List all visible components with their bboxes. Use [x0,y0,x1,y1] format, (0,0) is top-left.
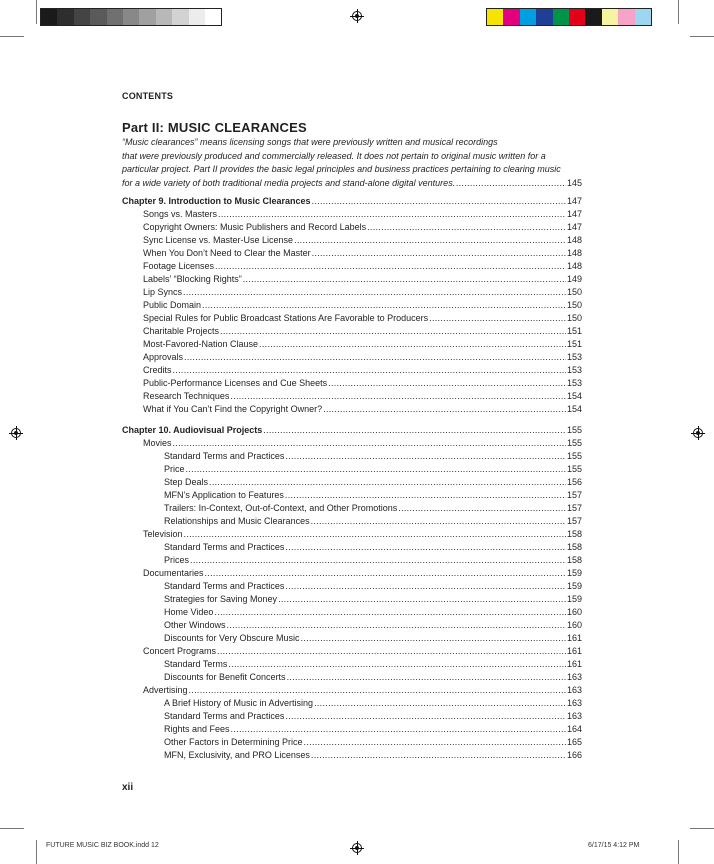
toc-entry[interactable] [122,671,582,684]
dot-leader [278,593,566,606]
toc-entry-title: Standard Terms and Practices [164,542,285,552]
toc-entry[interactable] [122,338,582,351]
dot-leader [189,684,566,697]
toc-entry-page: 153 [566,378,582,388]
dot-leader [173,437,566,450]
gray-swatch [41,9,57,25]
chapter-heading[interactable] [122,424,582,437]
dot-leader [217,645,566,658]
crop-mark-bottom-right-h [690,828,714,829]
toc-entry[interactable] [122,286,582,299]
toc-entry-title: Most-Favored-Nation Clause [143,339,259,349]
chapter-heading[interactable] [122,195,582,208]
intro-line-with-page [122,177,582,191]
toc-entry-title: Standard Terms [164,659,228,669]
toc-entry-page: 161 [566,659,582,669]
toc-entry[interactable] [122,377,582,390]
dot-leader [285,489,566,502]
crop-mark-top-left-h [0,36,24,37]
gray-swatch [172,9,188,25]
toc-entry-title: Step Deals [164,477,209,487]
chapter-10-toc [122,424,582,762]
toc-entry-page: 153 [566,352,582,362]
toc-entry-title: Charitable Projects [143,326,220,336]
toc-entry[interactable] [122,247,582,260]
toc-entry[interactable] [122,364,582,377]
toc-entry[interactable] [122,515,582,528]
toc-entry-page: 159 [566,568,582,578]
dot-leader [230,390,566,403]
toc-entry-title: When You Don’t Need to Clear the Master [143,248,311,258]
toc-entry[interactable] [122,528,582,541]
toc-entry-page: 160 [566,607,582,617]
toc-entry[interactable] [122,221,582,234]
slug-timestamp: 6/17/15 4:12 PM [588,842,640,849]
toc-entry-title: Research Techniques [143,391,230,401]
toc-entry[interactable] [122,749,582,762]
folio-page-number: xii [122,782,134,793]
toc-entry[interactable] [122,502,582,515]
gray-swatch [107,9,123,25]
dot-leader [314,697,566,710]
dot-leader [285,541,566,554]
intro-line: that were previously produced and commercially released. It does not pertain to original music written for a [122,150,546,161]
toc-entry-page: 148 [566,235,582,245]
toc-entry-page: 154 [566,404,582,414]
toc-entry[interactable] [122,541,582,554]
toc-entry[interactable] [122,299,582,312]
toc-entry-page: 151 [566,326,582,336]
toc-entry-page: 159 [566,581,582,591]
toc-entry-page: 153 [566,365,582,375]
toc-entry-title: Other Windows [164,620,226,630]
toc-entry-title: Standard Terms and Practices [164,711,285,721]
toc-entry[interactable] [122,710,582,723]
toc-entry-page: 156 [566,477,582,487]
toc-entry-page: 163 [566,685,582,695]
toc-entry-page: 150 [566,313,582,323]
color-swatch [553,9,569,25]
dot-leader [209,476,566,489]
dot-leader [456,177,566,191]
toc-entry-title: Approvals [143,352,184,362]
toc-entry[interactable] [122,567,582,580]
dot-leader [228,658,566,671]
chapter-title: Chapter 10. Audiovisual Projects [122,425,263,435]
toc-entry-page: 166 [566,750,582,760]
toc-entry-title: Discounts for Very Obscure Music [164,633,300,643]
dot-leader [323,403,566,416]
toc-entry-title: Standard Terms and Practices [164,581,285,591]
toc-entry-title: Relationships and Music Clearances [164,516,310,526]
dot-leader [173,364,566,377]
toc-entry[interactable] [122,403,582,416]
toc-entry-title: Other Factors in Determining Price [164,737,303,747]
toc-entry-title: Copyright Owners: Music Publishers and Record Labels [143,222,367,232]
chapter-page: 147 [566,196,582,206]
toc-entry[interactable] [122,312,582,325]
toc-entry-page: 163 [566,698,582,708]
gray-swatch [57,9,73,25]
dot-leader [429,312,566,325]
gray-swatch [205,9,221,25]
toc-entry-page: 160 [566,620,582,630]
registration-mark-top-icon [350,9,364,23]
toc-entry-page: 151 [566,339,582,349]
toc-entry-page: 163 [566,711,582,721]
toc-entry-title: Labels’ “Blocking Rights” [143,274,242,284]
dot-leader [227,619,566,632]
toc-entry[interactable] [122,697,582,710]
chapter-title: Chapter 9. Introduction to Music Clearances [122,196,311,206]
toc-entry-page: 158 [566,555,582,565]
toc-entry-page: 159 [566,594,582,604]
toc-entry-page: 163 [566,672,582,682]
chapter-page: 155 [566,425,582,435]
dot-leader [186,463,566,476]
registration-mark-bottom-icon [350,841,364,855]
dot-leader [220,325,566,338]
toc-entry-title: Advertising [143,685,188,695]
chapter-9-entries [122,208,582,416]
crop-mark-bottom-left-v [36,840,37,864]
toc-entry-page: 150 [566,300,582,310]
toc-entry-title: What if You Can’t Find the Copyright Owner? [143,404,323,414]
dot-leader [183,286,566,299]
toc-entry-title: Discounts for Benefit Concerts [164,672,286,682]
toc-entry-page: 157 [566,503,582,513]
toc-entry-title: Public Domain [143,300,202,310]
dot-leader [311,515,566,528]
toc-entry[interactable] [122,554,582,567]
toc-entry-page: 149 [566,274,582,284]
toc-entry[interactable] [122,325,582,338]
part-intro [122,136,582,190]
gray-swatch [90,9,106,25]
toc-entry-title: MFN’s Application to Features [164,490,284,500]
toc-entry-title: Strategies for Saving Money [164,594,278,604]
chapter-9-toc [122,195,582,416]
dot-leader [243,273,566,286]
dot-leader [259,338,566,351]
toc-entry-page: 161 [566,646,582,656]
toc-entry-title: Sync License vs. Master-Use License [143,235,294,245]
toc-entry-page: 157 [566,490,582,500]
dot-leader [301,632,566,645]
gray-swatch [123,9,139,25]
intro-page-number: 145 [566,177,582,188]
toc-entry[interactable] [122,593,582,606]
dot-leader [214,606,566,619]
toc-entry[interactable] [122,234,582,247]
crop-mark-top-left-v [36,0,37,24]
toc-entry[interactable] [122,351,582,364]
toc-entry[interactable] [122,208,582,221]
dot-leader [304,736,566,749]
dot-leader [285,450,566,463]
color-swatch [602,9,618,25]
toc-entry[interactable] [122,273,582,286]
toc-entry-page: 165 [566,737,582,747]
dot-leader [190,554,566,567]
toc-entry-title: Movies [143,438,172,448]
toc-entry-page: 147 [566,222,582,232]
toc-entry-title: Special Rules for Public Broadcast Stations Are Favorable to Producers [143,313,429,323]
toc-entry-title: Prices [164,555,190,565]
dot-leader [205,567,566,580]
toc-entry-page: 148 [566,261,582,271]
dot-leader [184,351,566,364]
dot-leader [184,528,566,541]
color-swatch [536,9,552,25]
registration-mark-right-icon [691,426,705,440]
dot-leader [328,377,566,390]
dot-leader [312,247,566,260]
toc-entry-page: 148 [566,248,582,258]
color-swatch [520,9,536,25]
toc-entry-title: Price [164,464,185,474]
toc-entry-title: Concert Programs [143,646,217,656]
toc-entry-page: 157 [566,516,582,526]
dot-leader [218,208,566,221]
gray-swatch [139,9,155,25]
toc-entry-title: Public-Performance Licenses and Cue Sheets [143,378,328,388]
dot-leader [312,195,566,208]
dot-leader [398,502,566,515]
toc-entry-title: Home Video [164,607,214,617]
toc-entry[interactable] [122,260,582,273]
dot-leader [285,710,566,723]
intro-line: particular project. Part II provides the basic legal principles and business practices pertaining to clearing music [122,164,561,174]
process-color-bar [486,8,652,26]
dot-leader [231,723,566,736]
color-swatch [618,9,634,25]
toc-entry[interactable] [122,619,582,632]
toc-entry[interactable] [122,645,582,658]
dot-leader [311,749,566,762]
dot-leader [287,671,566,684]
toc-entry[interactable] [122,463,582,476]
registration-mark-left-icon [9,426,23,440]
toc-entry[interactable] [122,723,582,736]
dot-leader [202,299,566,312]
toc-entry-page: 154 [566,391,582,401]
toc-entry[interactable] [122,437,582,450]
toc-entry-page: 158 [566,542,582,552]
dot-leader [285,580,566,593]
intro-line: “Music clearances” means licensing songs that were previously written and musical recordings [122,137,498,147]
toc-entry-page: 161 [566,633,582,643]
toc-entry-title: Credits [143,365,172,375]
gray-swatch [156,9,172,25]
color-swatch [503,9,519,25]
toc-entry[interactable] [122,489,582,502]
toc-entry-page: 147 [566,209,582,219]
toc-entry[interactable] [122,390,582,403]
running-head: CONTENTS [122,91,174,101]
gray-swatch [189,9,205,25]
toc-entry-title: Songs vs. Masters [143,209,218,219]
intro-line: for a wide variety of both traditional media projects and stand-alone digital ventures. [122,177,456,188]
dot-leader [367,221,566,234]
crop-mark-top-right-v [678,0,679,24]
toc-entry-title: Standard Terms and Practices [164,451,285,461]
toc-entry[interactable] [122,450,582,463]
color-swatch [635,9,651,25]
crop-mark-bottom-right-v [678,840,679,864]
toc-entry-page: 150 [566,287,582,297]
toc-entry-title: Footage Licenses [143,261,215,271]
toc-entry-title: Documentaries [143,568,204,578]
chapter-10-entries [122,437,582,762]
toc-entry[interactable] [122,736,582,749]
gray-swatch [74,9,90,25]
toc-entry-page: 164 [566,724,582,734]
color-swatch [585,9,601,25]
toc-entry-title: A Brief History of Music in Advertising [164,698,314,708]
toc-entry-page: 155 [566,464,582,474]
toc-entry-page: 158 [566,529,582,539]
toc-entry-title: Rights and Fees [164,724,230,734]
toc-entry-title: Lip Syncs [143,287,183,297]
toc-entry-title: Trailers: In-Context, Out-of-Context, and Other Promotions [164,503,398,513]
toc-entry-title: Television [143,529,183,539]
toc-entry[interactable] [122,476,582,489]
toc-entry[interactable] [122,580,582,593]
crop-mark-bottom-left-h [0,828,24,829]
dot-leader [263,424,566,437]
crop-mark-top-right-h [690,36,714,37]
grayscale-color-bar [40,8,222,26]
toc-entry[interactable] [122,632,582,645]
color-swatch [487,9,503,25]
toc-entry[interactable] [122,684,582,697]
toc-entry[interactable] [122,658,582,671]
dot-leader [294,234,566,247]
part-title: Part II: MUSIC CLEARANCES [122,120,307,135]
dot-leader [215,260,566,273]
toc-entry-page: 155 [566,451,582,461]
toc-entry[interactable] [122,606,582,619]
toc-entry-page: 155 [566,438,582,448]
color-swatch [569,9,585,25]
toc-entry-title: MFN, Exclusivity, and PRO Licenses [164,750,310,760]
slug-filename: FUTURE MUSIC BIZ BOOK.indd 12 [46,842,159,849]
